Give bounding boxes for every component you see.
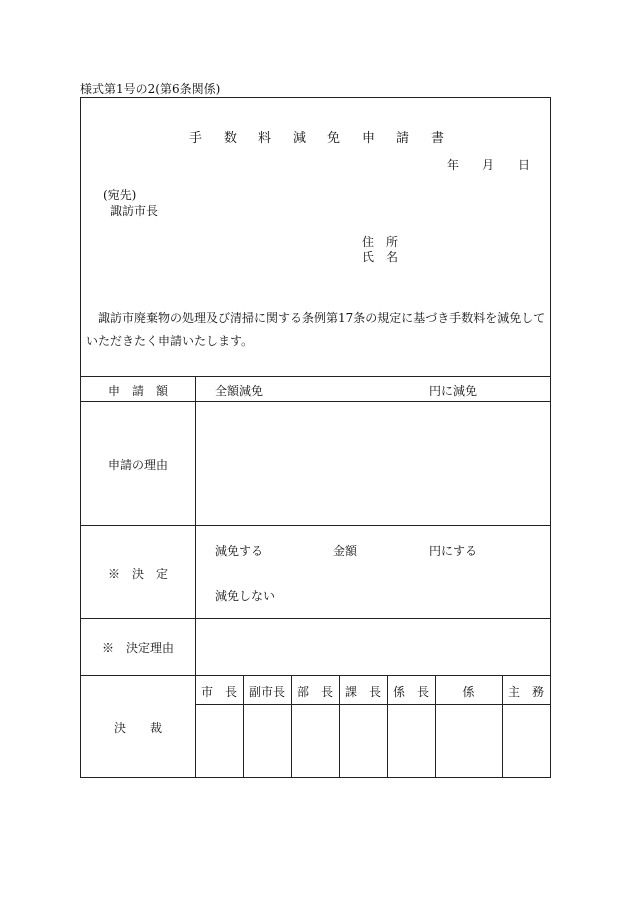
row-divider [81, 376, 550, 377]
approval-col-subsection-head: 係 長 [392, 685, 429, 699]
title-char: 免 [327, 131, 341, 146]
application-amount-label: 申 請 額 [107, 384, 168, 398]
date-month: 月 [482, 158, 495, 172]
applicant-name-label: 氏 名 [362, 250, 399, 264]
title-char: 申 [362, 131, 376, 146]
date-year: 年 [447, 158, 460, 172]
application-form [80, 97, 551, 778]
reason-field[interactable] [196, 402, 550, 524]
decision-reason-label: ※ 決定理由 [101, 641, 174, 655]
decision-reduce-option: 減免する [215, 544, 264, 558]
decision-label: ※ 決 定 [107, 567, 168, 581]
body-text-line-2: いただきたく申請いたします。 [86, 334, 254, 348]
approval-col-dept-head: 部 長 [296, 685, 333, 699]
reason-label: 申請の理由 [107, 458, 168, 472]
decision-no-reduce-option: 減免しない [215, 589, 276, 603]
row-divider [81, 525, 550, 526]
approval-col-staff: 係 [462, 685, 475, 699]
addressee-label: (宛先) [103, 188, 137, 202]
title-char: 料 [258, 131, 272, 146]
title-char: 請 [396, 131, 410, 146]
approval-col-mayor: 市 長 [200, 685, 237, 699]
addressee-name: 諏訪市長 [110, 204, 159, 218]
decision-amount-suffix: 円にする [429, 544, 478, 558]
applicant-address-label: 住 所 [362, 235, 399, 249]
approval-col-officer: 主 務 [507, 685, 544, 699]
approval-col-deputy-mayor: 副市長 [248, 685, 285, 699]
decision-amount-label: 金額 [333, 544, 358, 558]
title-char: 減 [293, 131, 307, 146]
approval-label: 決 裁 [113, 721, 162, 735]
body-text-line-1: 諏訪市廃棄物の処理及び清掃に関する条例第17条の規定に基づき手数料を減免して [98, 311, 546, 325]
title-char: 書 [431, 131, 445, 146]
row-divider [81, 675, 550, 676]
title-char: 数 [224, 131, 238, 146]
decision-reason-field[interactable] [196, 619, 550, 674]
full-exemption-option: 全額減免 [215, 384, 264, 398]
date-day: 日 [518, 158, 531, 172]
form-number-label: 様式第1号の2(第6条関係) [80, 82, 221, 96]
approval-col-section-head: 課 長 [344, 685, 381, 699]
approval-header-divider [195, 704, 550, 705]
partial-exemption-option: 円に減免 [429, 384, 478, 398]
title-char: 手 [189, 131, 203, 146]
